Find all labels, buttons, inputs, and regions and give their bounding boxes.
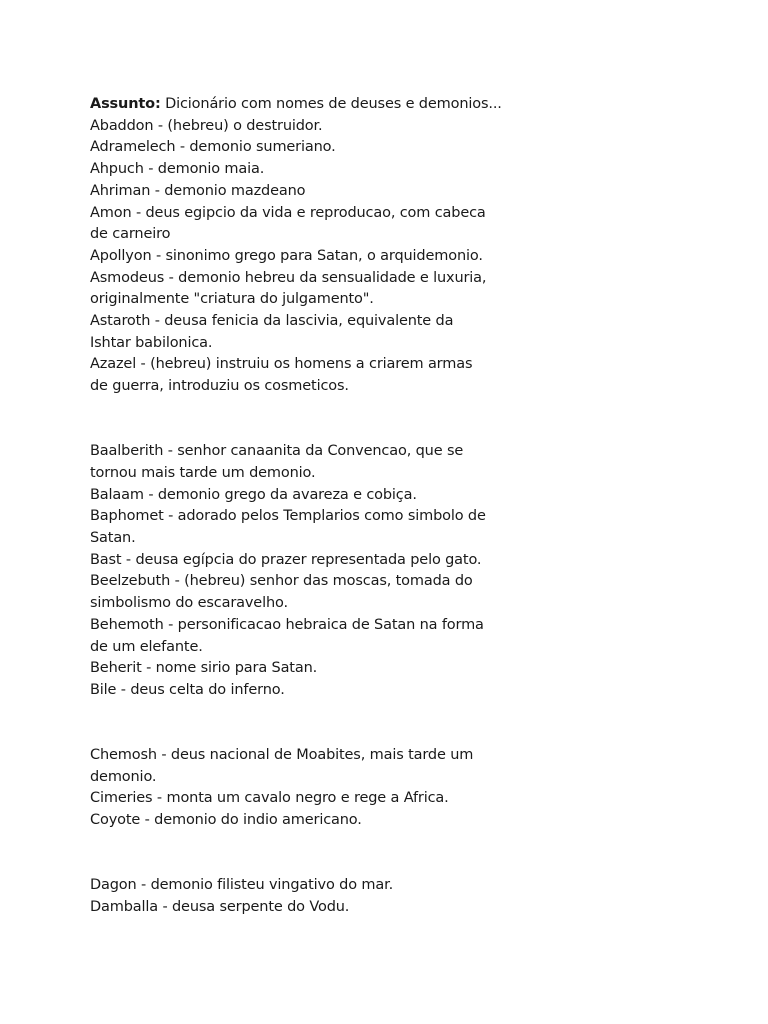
dictionary-entries bbox=[90, 116, 490, 919]
entry-line: Bile - deus celta do inferno. bbox=[90, 681, 285, 698]
subject-text: Dicionário com nomes de deuses e demonios... bbox=[160, 96, 502, 112]
section-gap bbox=[90, 832, 490, 875]
letter-section bbox=[90, 116, 490, 398]
letter-section bbox=[90, 875, 490, 918]
entry-line: Ahriman - demonio mazdeano bbox=[90, 182, 306, 199]
entry-line: Ahpuch - demonio maia. bbox=[90, 161, 265, 178]
subject-line bbox=[90, 94, 502, 116]
entry-line: Beelzebuth - (hebreu) senhor das moscas, tomada do bbox=[90, 573, 473, 590]
entry-line: Amon - deus egipcio da vida e reproducao, com cabeca bbox=[90, 204, 486, 221]
entry-line: Apollyon - sinonimo grego para Satan, o arquidemonio. bbox=[90, 247, 483, 264]
entry-line: Bast - deusa egípcia do prazer representada pelo gato. bbox=[90, 551, 482, 568]
entry-line: Behemoth - personificacao hebraica de Satan na forma bbox=[90, 616, 484, 633]
entry-line: Cimeries - monta um cavalo negro e rege a Africa. bbox=[90, 790, 449, 807]
document-page bbox=[90, 94, 502, 919]
section-gap bbox=[90, 702, 490, 745]
entry-line: de um elefante. bbox=[90, 638, 203, 655]
entry-line: Damballa - deusa serpente do Vodu. bbox=[90, 898, 350, 915]
entry-line: Astaroth - deusa fenicia da lascivia, equivalente da bbox=[90, 313, 454, 330]
entry-line: Ishtar babilonica. bbox=[90, 334, 213, 351]
entry-line: Beherit - nome sirio para Satan. bbox=[90, 660, 318, 677]
letter-section bbox=[90, 441, 490, 701]
section-gap bbox=[90, 398, 490, 441]
letter-section bbox=[90, 745, 490, 832]
entry-line: originalmente "criatura do julgamento". bbox=[90, 291, 374, 308]
entry-line: Baalberith - senhor canaanita da Convencao, que se bbox=[90, 443, 464, 460]
entry-line: Chemosh - deus nacional de Moabites, mais tarde um bbox=[90, 747, 474, 764]
entry-line: Coyote - demonio do indio americano. bbox=[90, 812, 362, 829]
entry-line: Adramelech - demonio sumeriano. bbox=[90, 139, 336, 156]
entry-line: Azazel - (hebreu) instruiu os homens a criarem armas bbox=[90, 356, 473, 373]
subject-label: Assunto: bbox=[90, 96, 161, 112]
entry-line: tornou mais tarde um demonio. bbox=[90, 464, 316, 481]
entry-line: Dagon - demonio filisteu vingativo do mar. bbox=[90, 877, 394, 894]
entry-line: Balaam - demonio grego da avareza e cobiça. bbox=[90, 486, 417, 503]
entry-line: demonio. bbox=[90, 768, 157, 785]
entry-line: Baphomet - adorado pelos Templarios como simbolo de bbox=[90, 508, 486, 525]
entry-line: Satan. bbox=[90, 530, 136, 547]
entry-line: de guerra, introduziu os cosmeticos. bbox=[90, 378, 349, 395]
entry-line: Asmodeus - demonio hebreu da sensualidade e luxuria, bbox=[90, 269, 487, 286]
entry-line: simbolismo do escaravelho. bbox=[90, 595, 288, 612]
entry-line: de carneiro bbox=[90, 226, 171, 243]
entry-line: Abaddon - (hebreu) o destruidor. bbox=[90, 117, 323, 134]
